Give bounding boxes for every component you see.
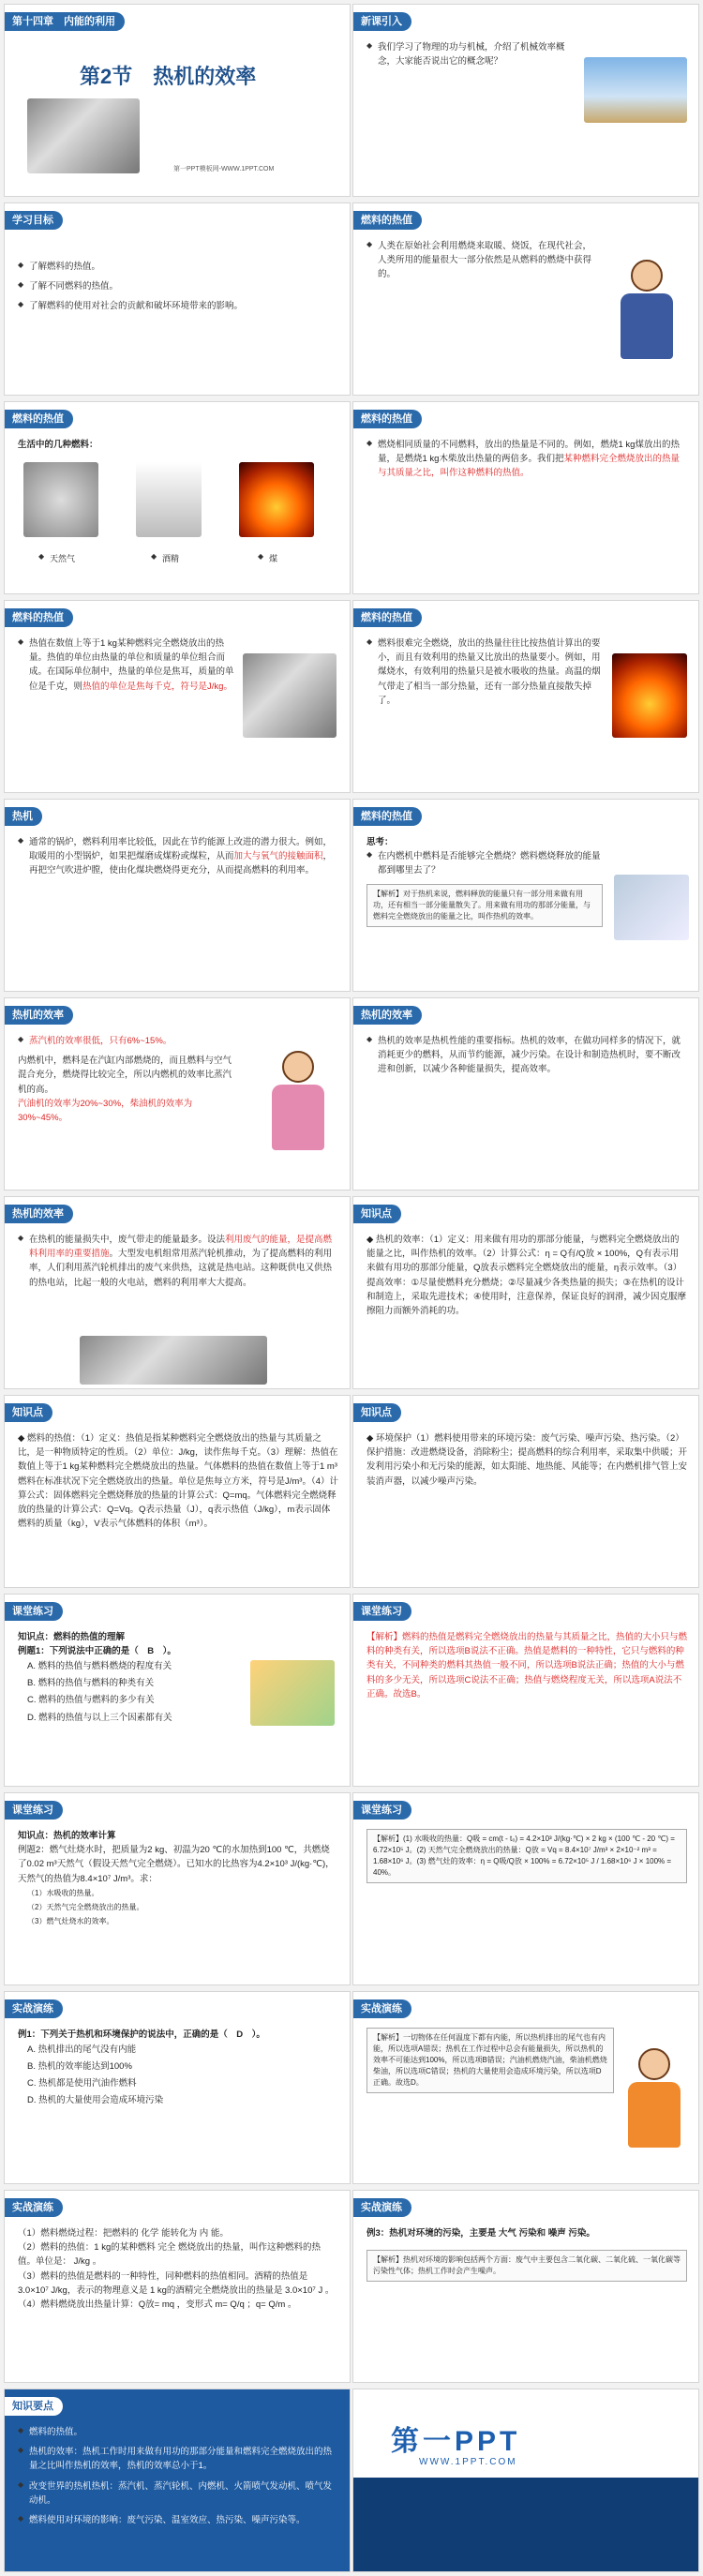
heat-value-unit: ◆ 热值在数值上等于1 kg某种燃料完全燃烧放出的热量。热值的单位由热量的单位和质量的单位组合而成。在国际单位制中，热量的单位是焦耳，质量的单位是千克，则热值的单位是焦每千克，符号是J/kg。 [18,637,237,694]
section-tag: 燃料的热值 [353,410,422,428]
slide-summary[interactable] [4,2389,351,2572]
engine-photo [27,98,140,173]
brand-url[interactable]: WWW.1PPT.COM [419,2457,517,2467]
summary-item: ◆ 燃料的热值。 [18,2425,338,2439]
section-tag: 课堂练习 [5,1801,63,1820]
choice-b[interactable]: B. 燃料的热值与燃料的种类有关 [27,1678,155,1689]
slide-intro[interactable] [352,4,699,197]
fuel-label: ◆ 煤 [258,552,277,564]
goal-item: ◆ 了解燃料的使用对社会的贡献和破坏环境带来的影响。 [18,299,338,313]
fill-item: （1）燃料燃烧过程：把燃料的 化学 能转化为 内 能。 [18,2228,229,2239]
example-question: 例3：热机对环境的污染，主要是 大气 污染和 噪声 污染。 [366,2228,595,2239]
student-illustration [265,1051,331,1154]
sub-question: （3）燃气灶烧水的效率。 [27,1917,114,1926]
slide-title[interactable] [4,4,351,197]
slide-knowledge-environment[interactable] [352,1395,699,1588]
page-title: 第2节 热机的效率 [80,65,257,88]
slide-heat-value-unit[interactable] [4,600,351,793]
analysis-text: 【解析】燃料的热值是燃料完全燃烧放出的热量与其质量之比，热值的大小只与燃料的种类有关，所以选项B说法不正确。热值是燃料的一种特性，它只与燃料的种类有关，不同种类的燃料其热值一般不同，所以选项B说法正确；热值的大小与燃料的多少无关，所以选项C说法不正确；热值与燃烧程度无关，所以选项A说法不正确。故选B。 [366,1632,688,1700]
section-tag: 知识点 [5,1403,52,1422]
section-tag: 课堂练习 [353,1801,411,1820]
choice-d[interactable]: D. 燃料的热值与以上三个因素都有关 [27,1712,172,1723]
teacher-illustration [621,2048,687,2151]
choice-d[interactable]: D. 热机的大量使用会造成环境污染 [27,2095,164,2106]
choice-c[interactable]: C. 热机都是使用汽油作燃料 [27,2078,137,2089]
slide-brand[interactable] [352,2389,699,2572]
environment-knowledge: ◆ 环境保护（1）燃料使用带来的环境污染：废气污染、噪声污染、热污染。（2）保护措施：改进燃烧设备，消除粉尘；提高燃料的综合利用率，采取集中供暖；开发利用污染小和无污染的能源，如太阳能、地热能、风能等；在内燃机排气管上安装消声器，以减少噪声污染。 [366,1433,688,1487]
teacher-illustration [614,260,680,363]
choice-a[interactable]: A. 燃料的热值与燃料燃烧的程度有关 [27,1661,172,1672]
example-question: 例题2：燃气灶烧水时，把质量为2 kg、初温为20 ℃的水加热到100 ℃，共燃烧了0.02 m³天然气（假设天然气完全燃烧）。已知水的比热容为4.2×10³ J/(kg·℃)，天然气的热值为8.4×10⁷ J/m³。求： [18,1845,335,1884]
summary-item: ◆ 燃料使用对环境的影响：废气污染、温室效应、热污染、噪声污染等。 [18,2513,338,2527]
slide-practice-1-analysis[interactable] [352,1991,699,2184]
turbine-diagram [80,1336,267,1385]
slide-knowledge-heat-value[interactable] [4,1395,351,1588]
engine-block-photo [243,653,337,738]
section-tag: 热机的效率 [353,1006,422,1025]
section-tag: 实战演练 [5,1999,63,2018]
section-tag: 新课引入 [353,12,411,31]
analysis-text: 【解析】热机对环境的影响包括两个方面：废气中主要包含二氧化碳、二氧化硫、一氧化碳等污染性气体；热机工作时会产生噪声。 [366,2250,687,2282]
slide-think[interactable] [352,799,699,992]
efficiency-importance: ◆ 热机的效率是热机性能的重要指标。热机的效率，在做功同样多的情况下，就消耗更少的燃料，从而节约能源，减少污染。在设计和制造热机时，要不断改进和创新，以减少各种能量损失，提高效率。 [366,1034,687,1077]
steam-efficiency: ◆ 蒸汽机的效率很低，只有6%~15%。 [18,1034,237,1048]
sub-question: （1）水吸收的热量。 [27,1888,99,1897]
think-analysis: 【解析】对于热机来说，燃料释放的能量只有一部分用来做有用功，还有相当一部分能量散失了。用来做有用功的那部分能量，与燃料完全燃烧放出的能量之比，叫作热机的效率。 [366,884,603,927]
section-tag: 知识要点 [5,2397,63,2416]
brand-footer [353,2478,698,2571]
section-tag: 实战演练 [353,2198,411,2217]
combustion-text: 内燃机中，燃料是在汽缸内部燃烧的，而且燃料与空气混合充分，燃烧得比较完全，所以内燃机的效率比蒸汽机的高。 [18,1056,232,1095]
fuel-intro-text: ◆ 人类在原始社会利用燃烧来取暖、烧饭，在现代社会，人类所用的能量很大一部分依然是从燃料的燃烧中获得的。 [366,239,595,282]
efficiency-knowledge: ◆ 热机的效率：（1）定义：用来做有用功的那部分能量，与燃料完全燃烧放出的能量之比，叫作热机的效率。（2）计算公式：η = Q有/Q放 × 100%，Q有表示用来做有用功的那部分能量，Q放表示燃料完全燃烧放出的能量，η表示效率。（3）提高效率：①尽量使燃料充分燃烧；②尽量减少各类热量的损失；③在热机的设计和制造上，采取先进技术；④使用时，注意保养，保证良好的润滑，减少因克服摩擦阻力而额外消耗的功。 [366,1235,687,1316]
example-question: 例1：下列关于热机和环境保护的说法中，正确的是（ D ）。 [18,2029,265,2040]
section-tag: 学习目标 [5,211,63,230]
slide-boiler[interactable] [4,799,351,992]
heat-value-def: ◆ 燃烧相同质量的不同燃料，放出的热量是不同的。例如，燃烧1 kg煤放出的热量，是燃烧1 kg木柴放出热量的两倍多。我们把某种燃料完全燃烧放出的热量与其质量之比，叫作这种燃料的热值。 [366,438,687,481]
section-tag: 热机 [5,807,42,826]
slide-fuel-intro[interactable] [352,202,699,396]
choice-a[interactable]: A. 热机排出的尾气没有内能 [27,2044,137,2056]
slide-knowledge-efficiency[interactable] [352,1196,699,1389]
slide-heat-loss[interactable] [352,600,699,793]
section-tag: 实战演练 [5,2198,63,2217]
slide-fuels[interactable] [4,401,351,594]
fuel-label: ◆ 酒精 [151,552,179,564]
alcohol-lamp-photo [136,462,202,537]
section-tag: 课堂练习 [5,1602,63,1621]
section-tag: 课堂练习 [353,1602,411,1621]
knowledge-point: 知识点：燃料的热值的理解 [18,1632,126,1642]
section-tag: 燃料的热值 [353,807,422,826]
section-tag: 知识点 [353,1205,401,1223]
knowledge-point: 知识点：热机的效率计算 [18,1831,116,1841]
fire-photo [612,653,687,738]
slide-practice-3[interactable] [352,2190,699,2383]
heat-loss-text: ◆ 燃料很难完全燃烧，放出的热量往往比按热值计算出的要小，而且有效利用的热量又比放出的热量要小。例如，用煤烧水，有效利用的热量只是被水吸收的热量。高温的烟气带走了相当一部分热量，还有一部分热量直接散失掉了。 [366,637,605,708]
slide-exercise-1[interactable] [4,1594,351,1787]
chapter-tag: 第十四章 内能的利用 [5,12,125,31]
heat-value-knowledge: ◆ 燃料的热值：（1）定义：热值是指某种燃料完全燃烧放出的热量与其质量之比，是一种物质特定的性质。（2）单位：J/kg，读作焦每千克。（3）理解：热值在数值上等于1 kg某种燃料完全燃烧放出的热量。气体燃料的热值在数值上等于1 m³燃料在标准状况下完全燃烧放出的热量。单位是焦每立方米，符号是J/m³。（4）计算公式：固体燃料完全燃烧释放的热量的计算公式：Q=mq。气体燃料完全燃烧释放的热量的计算公式：Q=Vq。Q表示热量（J），q表示热值（J/kg），m表示固体燃料的质量（kg），V表示气体燃料的体积（m³）。 [18,1433,339,1530]
analysis-text: 【解析】(1) 水吸收的热量：Q吸 = cm(t - t₀) = 4.2×10³ J/(kg·℃) × 2 kg × (100 ℃ - 20 ℃) = 6.72×10⁵ J。(2) 天然气完全燃烧放出的热量：Q放 = Vq = 8.4×10⁷ J/m³ × 2×10⁻² m³ = 1.68×10⁶ J。(3) 燃气灶的效率：η = Q吸/Q放 × 100% = 6.72×10⁵ J / 1.68×10⁶ J × 100% = 40%。 [366,1829,687,1883]
think-question: ◆ 在内燃机中燃料是否能够完全燃烧？燃料燃烧释放的能量都到哪里去了？ [366,849,603,877]
slide-goals[interactable] [4,202,351,396]
subtitle: 第一PPT模板网-WWW.1PPT.COM [173,166,275,172]
slide-practice-1[interactable] [4,1991,351,2184]
sub-question: （2）天然气完全燃烧放出的热量。 [27,1902,144,1911]
slide-exercise-1-analysis[interactable] [352,1594,699,1787]
choice-c[interactable]: C. 燃料的热值与燃料的多少有关 [27,1695,155,1706]
section-tag: 燃料的热值 [5,608,73,627]
slide-exercise-2[interactable] [4,1792,351,1985]
engine-efficiency: 汽油机的效率为20%~30%，柴油机的效率为30%~45%。 [18,1098,193,1123]
slide-efficiency-values[interactable] [4,997,351,1191]
choice-b[interactable]: B. 热机的效率能达到100% [27,2061,132,2073]
section-tag: 热机的效率 [5,1205,73,1223]
fill-item: （3）燃料的热值是燃料的一种特性，同种燃料的热值相同。酒精的热值是3.0×10⁷ J/kg，表示的物理意义是 1 kg的酒精完全燃烧放出的热量是 3.0×10⁷ J 。 [18,2270,335,2296]
goal-item: ◆ 了解不同燃料的热值。 [18,279,338,293]
kettle-photo [23,462,98,537]
slide-practice-2[interactable] [4,2190,351,2383]
coal-photo [239,462,314,537]
section-tag: 热机的效率 [5,1006,73,1025]
slide-exercise-2-analysis[interactable] [352,1792,699,1985]
summary-item: ◆ 改变世界的热机热机：蒸汽机、蒸汽轮机、内燃机、火箭喷气发动机、喷气发动机。 [18,2479,338,2508]
slide-waste-gas[interactable] [4,1196,351,1389]
fuels-heading: 生活中的几种燃料： [18,440,98,450]
analysis-text: 【解析】一切物体在任何温度下都有内能，所以热机排出的尾气也有内能，所以选项A错误；热机在工作过程中总会有能量损失，所以热机的效率不可能达到100%，所以选项B错误；汽油机燃烧汽油，柴油机燃烧柴油，所以选项C错误；热机的大量使用会造成环境污染，所以选项D正确。故选D。 [366,2028,614,2093]
section-tag: 燃料的热值 [5,410,73,428]
fill-item: （4）燃料燃烧放出热量计算：Q放= mq ，变形式 m= Q/q ；q= Q/m 。 [18,2299,297,2310]
fill-item: （2）燃料的热值：1 kg的某种燃料 完全 燃烧放出的热量，叫作这种燃料的热值。单位是： J/kg 。 [18,2242,322,2268]
summary-item: ◆ 热机的效率：热机工作时用来做有用功的那部分能量和燃料完全燃烧放出的热量之比叫作热机的效率，热机的效率总小于1。 [18,2445,338,2473]
arrow-graphic [614,875,689,940]
slide-efficiency-importance[interactable] [352,997,699,1191]
fuel-label: ◆ 天然气 [38,552,75,564]
brand-logo: 第一PPT [391,2426,521,2457]
excavator-photo [584,57,687,123]
example-question: 例题1：下列说法中正确的是（ B ）。 [18,1646,176,1657]
section-tag: 燃料的热值 [353,608,422,627]
section-tag: 燃料的热值 [353,211,422,230]
section-tag: 知识点 [353,1403,401,1422]
think-heading: 思考： [366,837,394,847]
goal-item: ◆ 了解燃料的热值。 [18,260,338,274]
boiler-text: ◆ 通常的锅炉，燃料利用率比较低，因此在节约能源上改进的潜力很大。例如，取暖用的小型锅炉，如果把煤磨成煤粉或煤粒，从而加大与氧气的接触面积，再把空气吹进炉膛，使由化煤块燃烧得更充分，从而提高燃料的利用率。 [18,835,338,878]
waste-gas-text: ◆ 在热机的能量损失中，废气带走的能量最多。设法利用废气的能量，是提高燃料利用率的重要措施。大型发电机组常用蒸汽轮机推动，为了提高燃料的利用率，人们利用蒸汽轮机排出的废气来供热，这就是热电站。这种既供电又供热的热电站，比起一般的火电站，燃料的利用率大大提高。 [18,1233,338,1290]
kids-illustration [250,1660,335,1726]
slide-heat-value-def[interactable] [352,401,699,594]
intro-text: ◆ 我们学习了物理的功与机械，介绍了机械效率概念，大家能否说出它的概念呢？ [366,40,576,68]
section-tag: 实战演练 [353,1999,411,2018]
